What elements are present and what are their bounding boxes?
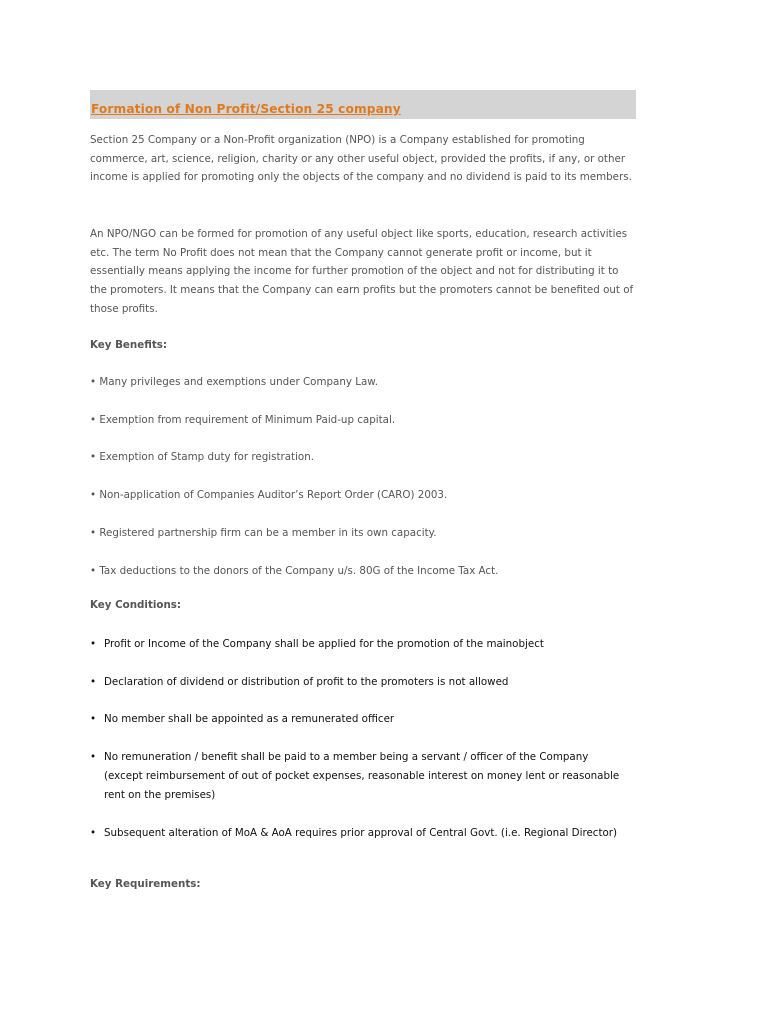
npo-paragraph: An NPO/NGO can be formed for promotion of any useful object like sports, education, research activities etc. The term No Profit does not mean that the Company cannot generate profit or income, but it essentially means applying the income for further promotion of the object and not for distributing it to the promoters. It means that the Company can earn profits but the promoters cannot be benefited out of those profits. bbox=[90, 228, 634, 315]
bullet-icon: • bbox=[90, 751, 97, 763]
key-conditions-heading: Key Conditions: bbox=[90, 599, 182, 611]
condition-item bbox=[90, 635, 630, 654]
benefit-item: • Exemption from requirement of Minimum Paid-up capital. bbox=[90, 414, 396, 426]
condition-text: No remuneration / benefit shall be paid to a member being a servant / officer of the Company (except reimbursement of out of pocket expenses, reasonable interest on money lent or reasonable rent on the premises) bbox=[104, 751, 620, 801]
condition-text: Subsequent alteration of MoA & AoA requires prior approval of Central Govt. (i.e. Regional Director) bbox=[104, 827, 618, 839]
bullet-icon: • bbox=[90, 827, 97, 839]
condition-item bbox=[90, 748, 630, 805]
document-page bbox=[90, 90, 636, 890]
key-requirements-heading: Key Requirements: bbox=[90, 878, 201, 890]
benefit-item: • Registered partnership firm can be a member in its own capacity. bbox=[90, 527, 437, 539]
benefit-item: • Non-application of Companies Auditor’s Report Order (CARO) 2003. bbox=[90, 489, 448, 501]
bullet-icon: • bbox=[90, 676, 97, 688]
condition-text: Profit or Income of the Company shall be applied for the promotion of the mainobject bbox=[104, 638, 544, 650]
condition-item bbox=[90, 824, 630, 843]
condition-text: No member shall be appointed as a remunerated officer bbox=[104, 713, 395, 725]
bullet-icon: • bbox=[90, 638, 97, 650]
condition-item bbox=[90, 673, 630, 692]
condition-item bbox=[90, 710, 630, 729]
benefit-item: • Many privileges and exemptions under Company Law. bbox=[90, 376, 379, 388]
condition-text: Declaration of dividend or distribution of profit to the promoters is not allowed bbox=[104, 676, 509, 688]
title-bar bbox=[90, 90, 636, 119]
benefit-item: • Exemption of Stamp duty for registration. bbox=[90, 451, 315, 463]
bullet-icon: • bbox=[90, 713, 97, 725]
key-benefits-heading: Key Benefits: bbox=[90, 339, 168, 351]
benefit-item: • Tax deductions to the donors of the Company u/s. 80G of the Income Tax Act. bbox=[90, 565, 499, 577]
page-title: Formation of Non Profit/Section 25 company bbox=[91, 102, 401, 116]
intro-paragraph: Section 25 Company or a Non-Profit organization (NPO) is a Company established for promoting commerce, art, science, religion, charity or any other useful object, provided the profits, if any, or other income is applied for promoting only the objects of the company and no dividend is paid to its members. bbox=[90, 134, 632, 184]
